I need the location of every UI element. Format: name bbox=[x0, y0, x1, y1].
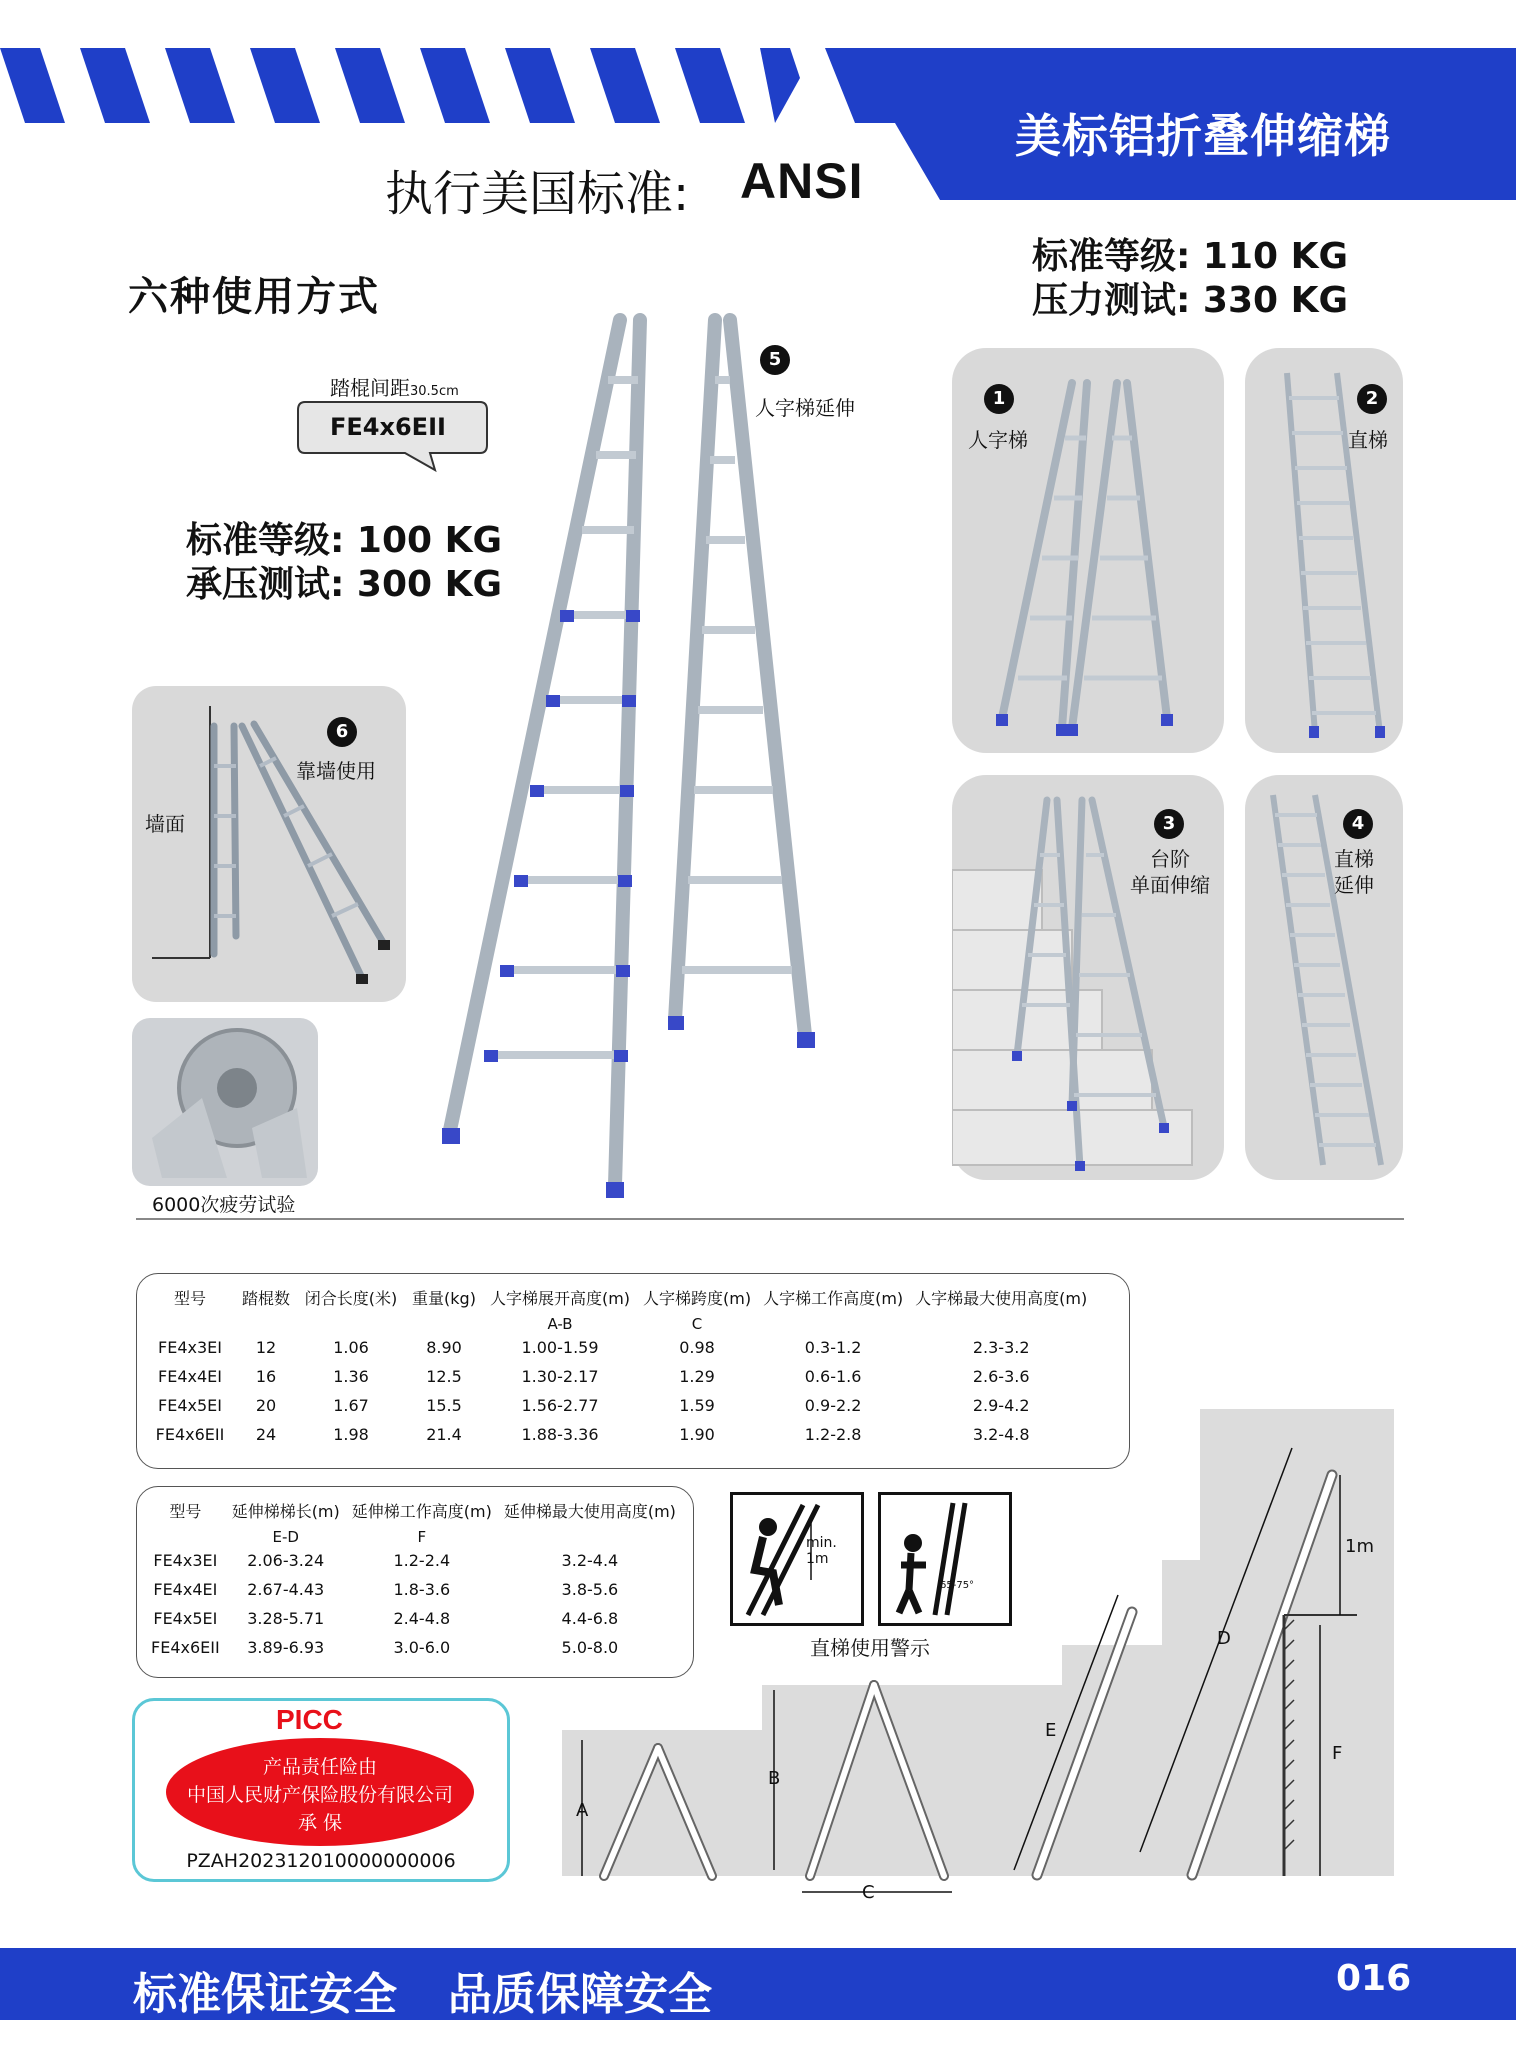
table-subheader: C bbox=[691, 1315, 703, 1333]
table-subheader bbox=[909, 1315, 1093, 1333]
table-subheader: F bbox=[417, 1528, 427, 1546]
right-rating-1: 标准等级: 110 KG bbox=[1032, 236, 1349, 277]
wall-ladder-image bbox=[132, 686, 406, 1002]
stripe bbox=[0, 48, 65, 123]
dim-c-label: C bbox=[862, 1882, 875, 1903]
table-cell: FE4x6EII bbox=[155, 1425, 225, 1444]
table-cell: 0.3-1.2 bbox=[804, 1338, 862, 1357]
standard-label: 执行美国标准: bbox=[385, 166, 690, 222]
table-cell: FE4x3EI bbox=[158, 1338, 222, 1357]
table-header: 闭合长度(米) bbox=[304, 1289, 398, 1308]
table-cell: 12.5 bbox=[426, 1367, 462, 1386]
table-subheader: E-D bbox=[272, 1528, 299, 1546]
table-cell: 1.2-2.4 bbox=[393, 1551, 451, 1570]
table-cell: FE4x6EII bbox=[151, 1638, 220, 1657]
table-header: 重量(kg) bbox=[412, 1289, 476, 1308]
step-spacing-unit: 30.5cm bbox=[410, 384, 459, 399]
table-subheader bbox=[145, 1528, 226, 1546]
dim-e-label: E bbox=[1045, 1720, 1057, 1741]
table-cell: 1.29 bbox=[679, 1367, 715, 1386]
table-cell: 12 bbox=[255, 1338, 277, 1357]
wall-label: 墙面 bbox=[145, 812, 185, 836]
footer-slogan-1: 标准保证安全 bbox=[133, 1969, 397, 2020]
table-cell: 4.4-6.8 bbox=[561, 1609, 619, 1628]
table-cell: 2.3-3.2 bbox=[972, 1338, 1030, 1357]
extended-straight-ladder-image bbox=[1245, 775, 1403, 1180]
main-ladder-image bbox=[430, 300, 830, 1200]
mode-5-label: 人字梯延伸 bbox=[755, 396, 855, 420]
dim-a-label: A bbox=[576, 1800, 589, 1821]
standard-value: ANSI bbox=[740, 153, 864, 209]
table-cell: 2.4-4.8 bbox=[393, 1609, 451, 1628]
left-rating-2: 承压测试: 300 KG bbox=[186, 564, 503, 605]
table-subheader bbox=[235, 1315, 297, 1333]
mode-3-label: 台阶 单面伸缩 bbox=[1130, 847, 1210, 897]
table-cell: 3.0-6.0 bbox=[393, 1638, 451, 1657]
table-header: 型号 bbox=[173, 1289, 206, 1308]
picc-logo: PICC bbox=[276, 1704, 343, 1735]
table-cell: 1.67 bbox=[333, 1396, 369, 1415]
mode-2-number: 2 bbox=[1357, 384, 1387, 414]
mode-1-label: 人字梯 bbox=[968, 428, 1028, 452]
table-header: 延伸梯最大使用高度(m) bbox=[503, 1502, 676, 1521]
table-cell: 1.2-2.8 bbox=[804, 1425, 862, 1444]
dim-b-label: B bbox=[768, 1768, 781, 1789]
dim-d-label: D bbox=[1217, 1628, 1231, 1649]
picc-line-3: 承 保 bbox=[297, 1812, 343, 1834]
mode-3-number: 3 bbox=[1154, 809, 1184, 839]
table-cell: 3.28-5.71 bbox=[247, 1609, 325, 1628]
table-cell: 1.98 bbox=[333, 1425, 369, 1444]
min-label: min. 1m bbox=[806, 1535, 837, 1567]
table-header: 人字梯展开高度(m) bbox=[489, 1289, 631, 1308]
mode-4-number: 4 bbox=[1343, 809, 1373, 839]
table-cell: 1.90 bbox=[679, 1425, 715, 1444]
mode-6-label: 靠墙使用 bbox=[296, 759, 376, 783]
table-cell: FE4x4EI bbox=[153, 1580, 218, 1599]
mode-4-label: 直梯 延伸 bbox=[1334, 847, 1374, 897]
dimension-diagram bbox=[562, 1400, 1402, 1920]
divider bbox=[136, 1218, 1404, 1220]
table-cell: 1.36 bbox=[333, 1367, 369, 1386]
mode-5-number: 5 bbox=[760, 345, 790, 375]
step-spacing-label: 踏棍间距 bbox=[330, 376, 410, 400]
table-header: 踏棍数 bbox=[241, 1289, 290, 1308]
table-cell: 1.59 bbox=[679, 1396, 715, 1415]
table-subheader bbox=[297, 1315, 405, 1333]
table-cell: FE4x4EI bbox=[158, 1367, 222, 1386]
stairs-ladder-image bbox=[952, 775, 1224, 1180]
angle-label: 65-75° bbox=[940, 1580, 975, 1591]
table-cell: 1.00-1.59 bbox=[521, 1338, 599, 1357]
table-row bbox=[145, 1333, 1093, 1362]
table-subheader bbox=[145, 1315, 235, 1333]
mode-1-number: 1 bbox=[984, 384, 1014, 414]
hinge-icon bbox=[132, 1018, 318, 1186]
table-cell: FE4x5EI bbox=[158, 1396, 222, 1415]
table-cell: 2.67-4.43 bbox=[247, 1580, 325, 1599]
right-rating-2: 压力测试: 330 KG bbox=[1032, 280, 1349, 321]
table-header-row bbox=[145, 1280, 1093, 1315]
dim-1m-label: 1m bbox=[1345, 1536, 1374, 1557]
table-cell: 1.8-3.6 bbox=[393, 1580, 451, 1599]
table-cell: 3.8-5.6 bbox=[561, 1580, 619, 1599]
table-cell: 0.98 bbox=[679, 1338, 715, 1357]
table-cell: 2.6-3.6 bbox=[972, 1367, 1030, 1386]
section-title: 六种使用方式 bbox=[128, 274, 380, 320]
dim-f-label: F bbox=[1332, 1743, 1343, 1764]
table-header: 延伸梯梯长(m) bbox=[231, 1502, 340, 1521]
warning-caption: 直梯使用警示 bbox=[810, 1636, 930, 1660]
table-subheader bbox=[757, 1315, 909, 1333]
table-cell: 0.6-1.6 bbox=[804, 1367, 862, 1386]
table-header: 人字梯跨度(m) bbox=[643, 1289, 752, 1308]
table-cell: 1.30-2.17 bbox=[521, 1367, 599, 1386]
header-title: 美标铝折叠伸缩梯 bbox=[1015, 109, 1391, 163]
table-cell: 1.88-3.36 bbox=[521, 1425, 599, 1444]
picc-policy-number: PZAH202312010000000006 bbox=[186, 1850, 456, 1872]
table-cell: 16 bbox=[255, 1367, 277, 1386]
mode-6-number: 6 bbox=[327, 717, 357, 747]
table-subheader bbox=[405, 1315, 483, 1333]
fatigue-label: 6000次疲劳试验 bbox=[152, 1194, 296, 1216]
table-cell: 15.5 bbox=[426, 1396, 462, 1415]
left-rating-1: 标准等级: 100 KG bbox=[186, 520, 503, 561]
table-cell: 3.89-6.93 bbox=[247, 1638, 325, 1657]
table-row bbox=[145, 1362, 1093, 1391]
table-header: 人字梯最大使用高度(m) bbox=[915, 1289, 1088, 1308]
table-cell: 5.0-8.0 bbox=[561, 1638, 619, 1657]
table-header: 型号 bbox=[169, 1502, 202, 1521]
table-cell: 3.2-4.8 bbox=[972, 1425, 1030, 1444]
table-header: 延伸梯工作高度(m) bbox=[351, 1502, 492, 1521]
table-cell: 3.2-4.4 bbox=[561, 1551, 619, 1570]
table-cell: 1.06 bbox=[333, 1338, 369, 1357]
picc-line-1: 产品责任险由 bbox=[262, 1756, 377, 1778]
footer-slogan-2: 品质保障安全 bbox=[448, 1969, 712, 2020]
table-cell: 8.90 bbox=[426, 1338, 462, 1357]
page-number: 016 bbox=[1336, 1958, 1412, 1999]
table-cell: 0.9-2.2 bbox=[804, 1396, 862, 1415]
table-header: 人字梯工作高度(m) bbox=[763, 1289, 904, 1308]
table-cell: 2.9-4.2 bbox=[972, 1396, 1030, 1415]
table-cell: 24 bbox=[255, 1425, 277, 1444]
table-subheader: A-B bbox=[547, 1315, 573, 1333]
table-cell: FE4x3EI bbox=[153, 1551, 218, 1570]
table-cell: 20 bbox=[255, 1396, 277, 1415]
model-name: FE4x6EII bbox=[330, 413, 446, 441]
table-cell: 1.56-2.77 bbox=[521, 1396, 599, 1415]
table-subheader-row bbox=[145, 1315, 1093, 1333]
mode-2-label: 直梯 bbox=[1348, 428, 1388, 452]
picc-line-2: 中国人民财产保险股份有限公司 bbox=[186, 1784, 453, 1806]
table-cell: FE4x5EI bbox=[153, 1609, 218, 1628]
table-cell: 2.06-3.24 bbox=[247, 1551, 325, 1570]
table-cell: 21.4 bbox=[426, 1425, 462, 1444]
